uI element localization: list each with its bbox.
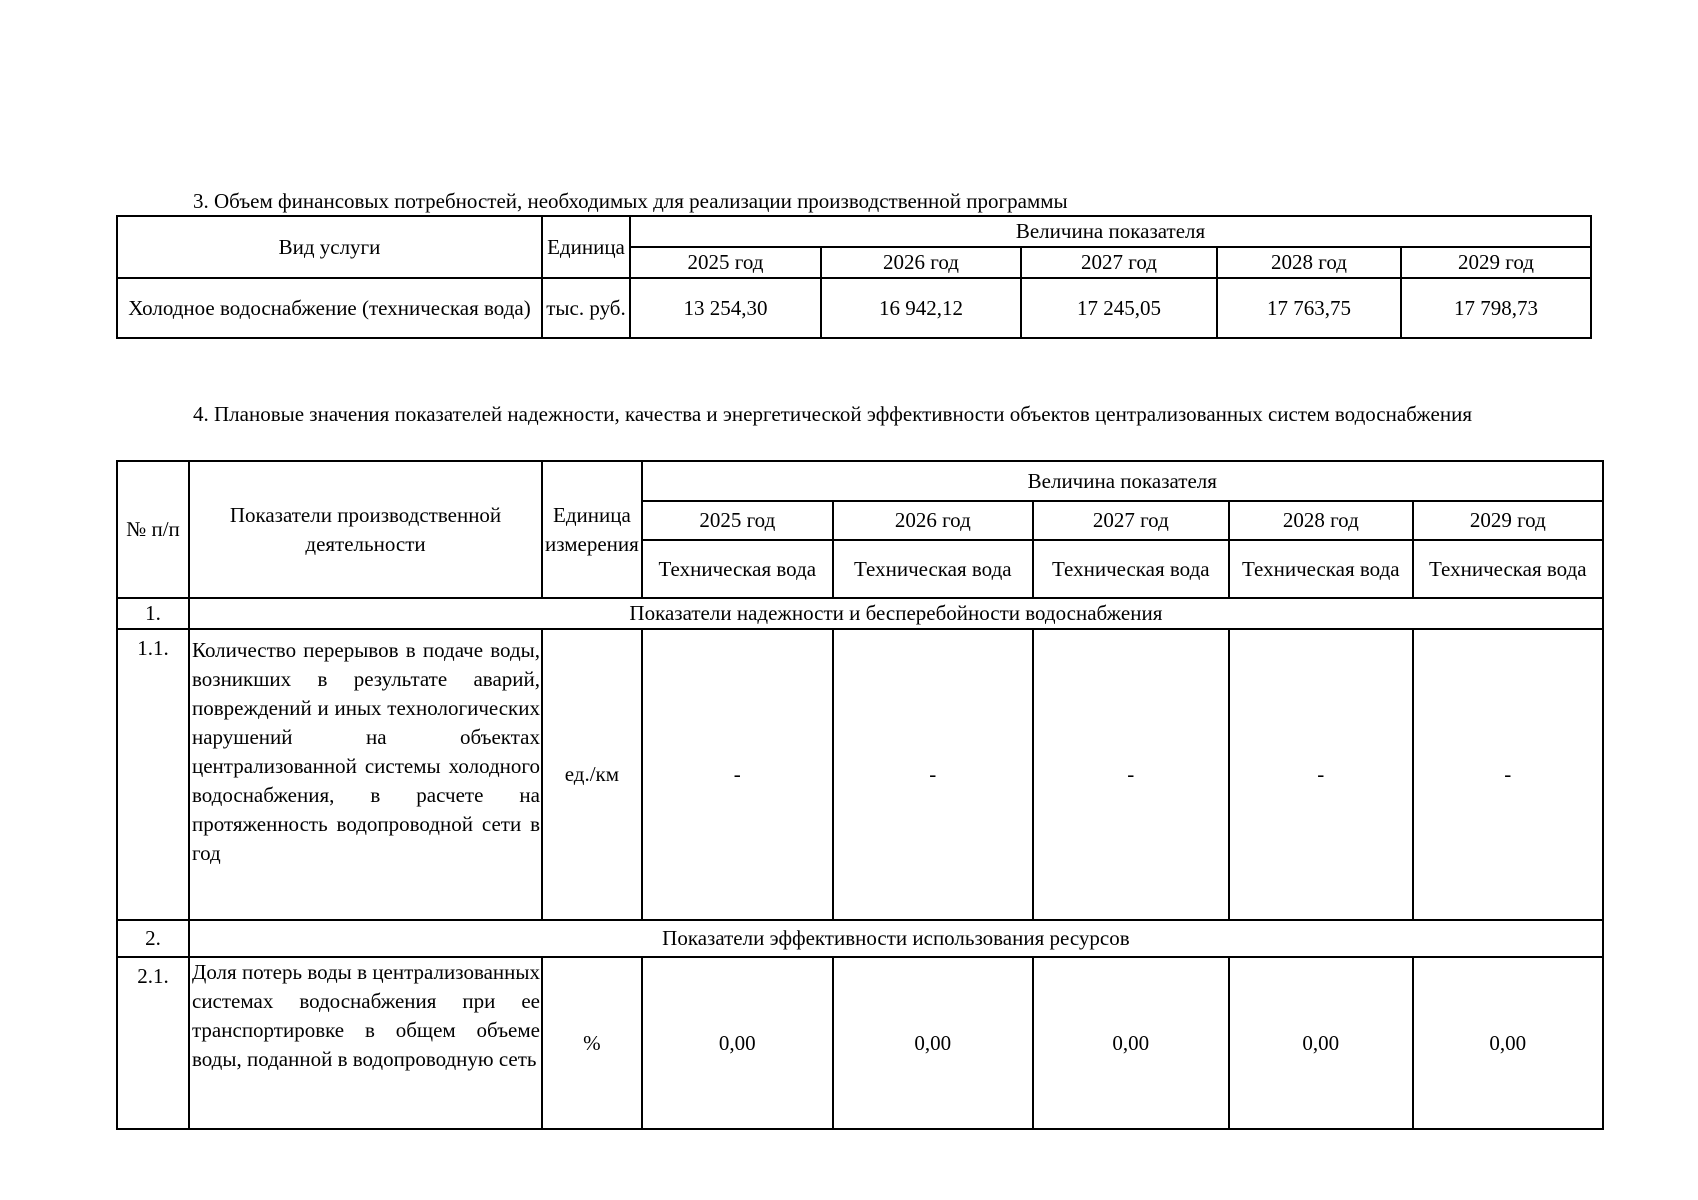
value-cell: - [1229, 629, 1413, 920]
section3-heading: 3. Объем финансовых потребностей, необходимых для реализации производственной программы [193, 189, 1068, 213]
section4-heading: 4. Плановые значения показателей надежности, качества и энергетической эффективности объектов централизованных систем водоснабжения [193, 402, 1473, 426]
header-subtype: Техническая вода [833, 540, 1033, 598]
header-year: 2029 год [1413, 501, 1603, 540]
header-subtype: Техническая вода [1413, 540, 1603, 598]
value-cell: 13 254,30 [630, 278, 821, 338]
header-service: Вид услуги [117, 216, 542, 278]
value-cell: - [1413, 629, 1603, 920]
header-unit: Единица [542, 216, 630, 278]
header-number: № п/п [117, 461, 189, 598]
financial-needs-table [116, 215, 1592, 339]
header-subtype: Техническая вода [642, 540, 833, 598]
group-row [117, 920, 1603, 957]
service-cell: Холодное водоснабжение (техническая вода) [117, 278, 542, 338]
item-number: 2.1. [117, 957, 189, 1129]
value-cell: 17 245,05 [1021, 278, 1217, 338]
unit-cell: % [542, 957, 642, 1129]
header-subtype: Техническая вода [1033, 540, 1229, 598]
group-title: Показатели эффективности использования ресурсов [189, 920, 1603, 957]
header-year: 2029 год [1401, 247, 1591, 278]
group-number: 1. [117, 598, 189, 629]
table-row [117, 278, 1591, 338]
unit-cell: ед./км [542, 629, 642, 920]
group-row [117, 598, 1603, 629]
value-cell: 17 798,73 [1401, 278, 1591, 338]
header-year: 2027 год [1021, 247, 1217, 278]
indicators-table [116, 460, 1604, 1130]
header-indicator: Показатели производственной деятельности [189, 461, 542, 598]
indicator-cell: Доля потерь воды в централизованных системах водоснабжения при ее транспортировке в общем объеме воды, поданной в водопроводную сеть [189, 957, 542, 1129]
header-year: 2026 год [821, 247, 1021, 278]
group-title: Показатели надежности и бесперебойности водоснабжения [189, 598, 1603, 629]
value-cell: - [1033, 629, 1229, 920]
header-year: 2025 год [630, 247, 821, 278]
header-value: Величина показателя [642, 461, 1603, 501]
value-cell: 16 942,12 [821, 278, 1021, 338]
item-number: 1.1. [117, 629, 189, 920]
header-year: 2028 год [1217, 247, 1401, 278]
value-cell: 17 763,75 [1217, 278, 1401, 338]
value-cell: 0,00 [1229, 957, 1413, 1129]
value-cell: 0,00 [833, 957, 1033, 1129]
header-unit: Единица измерения [542, 461, 642, 598]
value-cell: - [833, 629, 1033, 920]
table-row [117, 957, 1603, 1129]
value-cell: 0,00 [1413, 957, 1603, 1129]
group-number: 2. [117, 920, 189, 957]
value-cell: 0,00 [642, 957, 833, 1129]
table-row [117, 629, 1603, 920]
header-subtype: Техническая вода [1229, 540, 1413, 598]
header-year: 2027 год [1033, 501, 1229, 540]
indicator-cell: Количество перерывов в подаче воды, возникших в результате аварий, повреждений и иных технологических нарушений на объектах централизованной системы холодного водоснабжения, в расчете на протяженность водопроводной сети в год [189, 629, 542, 920]
header-value: Величина показателя [630, 216, 1591, 247]
unit-cell: тыс. руб. [542, 278, 630, 338]
header-year: 2028 год [1229, 501, 1413, 540]
value-cell: 0,00 [1033, 957, 1229, 1129]
header-year: 2025 год [642, 501, 833, 540]
header-year: 2026 год [833, 501, 1033, 540]
value-cell: - [642, 629, 833, 920]
